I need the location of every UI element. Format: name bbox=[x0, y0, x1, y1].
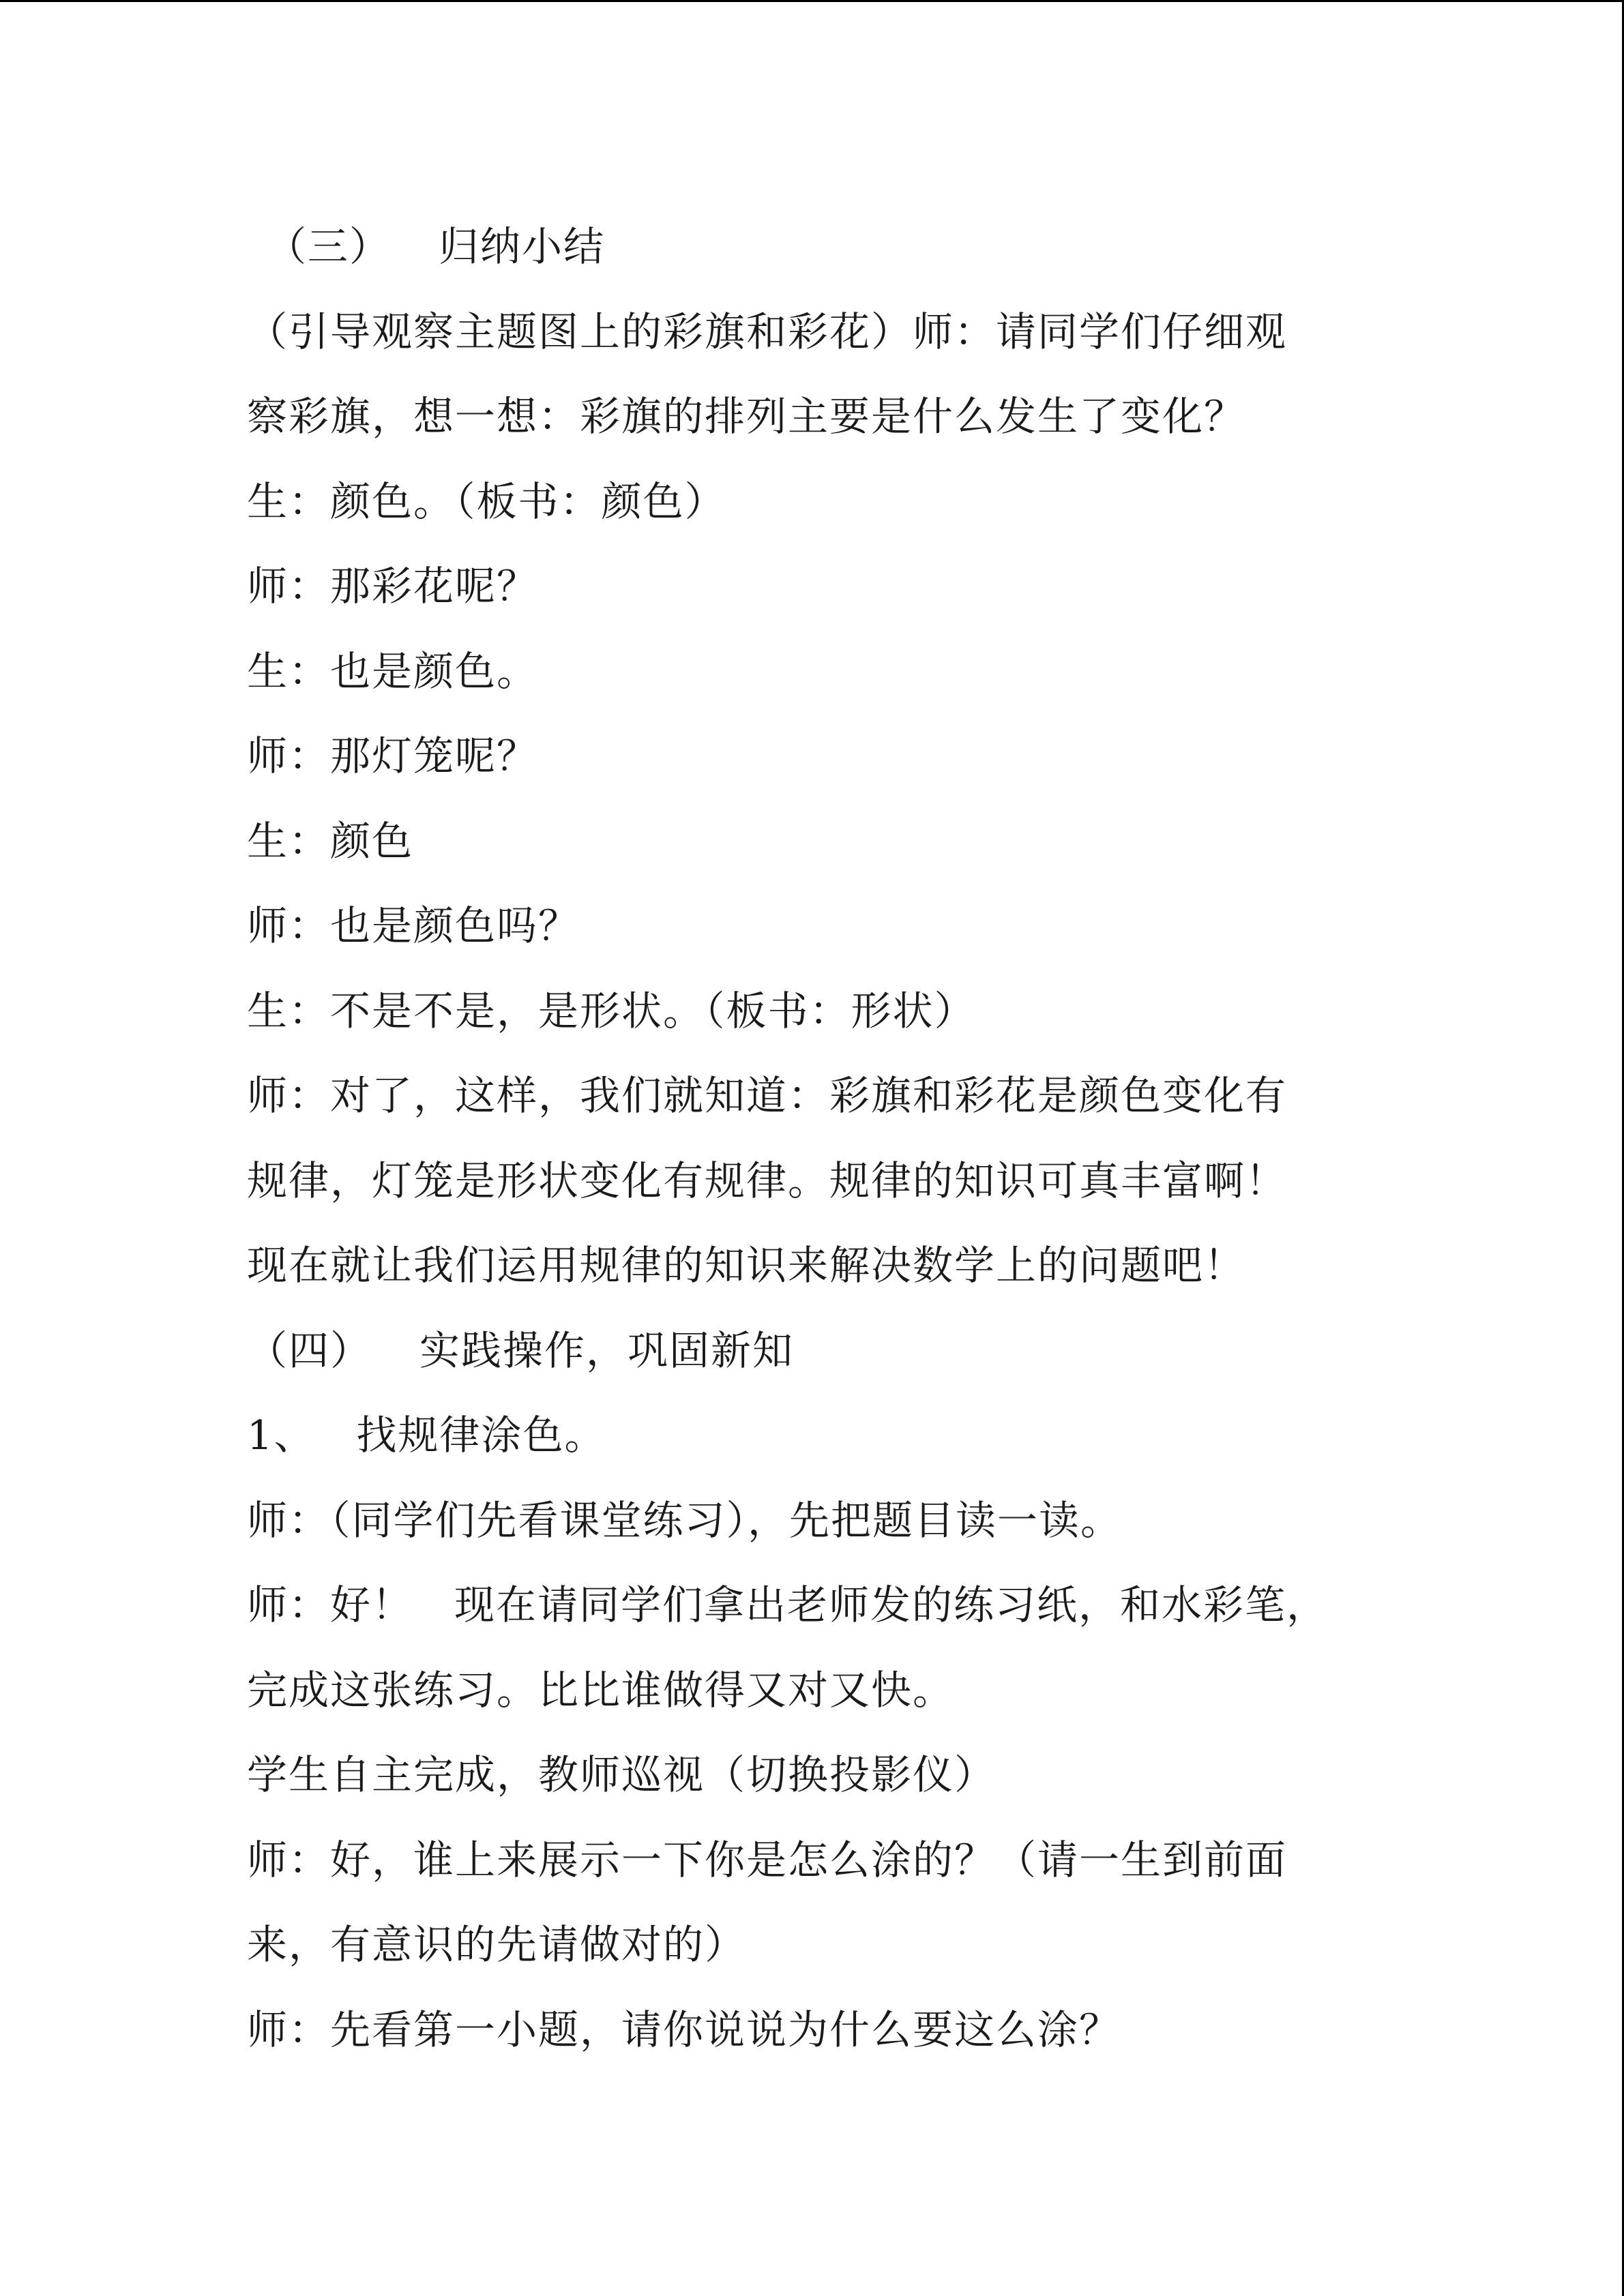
text-line: 察彩旗，想一想：彩旗的排列主要是什么发生了变化？ bbox=[247, 393, 1246, 440]
section-title: 实践操作，巩固新知 bbox=[419, 1326, 795, 1374]
text-line-split bbox=[247, 1563, 1420, 1648]
text-segment: 现在请同学们拿出老师发的练习纸，和水彩笔， bbox=[454, 1581, 1329, 1628]
text-line: 完成这张练习。比比谁做得又对又快。 bbox=[247, 1666, 955, 1714]
text-line: 师：也是颜色吗？ bbox=[247, 902, 580, 949]
text-line: 师：好，谁上来展示一下你是怎么涂的？（请一生到前面 bbox=[247, 1836, 1288, 1883]
section-title: 归纳小结 bbox=[439, 223, 606, 270]
text-line: 现在就让我们运用规律的知识来解决数学上的问题吧！ bbox=[247, 1242, 1246, 1289]
item-number: 1、 bbox=[247, 1412, 316, 1459]
item-text: 找规律涂色。 bbox=[356, 1412, 606, 1459]
text-line: 生：颜色 bbox=[247, 817, 414, 865]
text-line: 生：颜色。（板书：颜色） bbox=[247, 477, 726, 525]
section-heading-4 bbox=[247, 1309, 1420, 1394]
text-line: 师：先看第一小题，请你说说为什么要这么涂？ bbox=[247, 2006, 1121, 2053]
text-line: 生：也是颜色。 bbox=[247, 647, 539, 695]
text-line: 生：不是不是，是形状。（板书：形状） bbox=[247, 987, 976, 1034]
numbered-item bbox=[247, 1393, 1420, 1478]
section-marker: （四） bbox=[247, 1326, 372, 1374]
page-top-border bbox=[0, 0, 1624, 2]
text-line: （引导观察主题图上的彩旗和彩花）师：请同学们仔细观 bbox=[247, 308, 1288, 355]
text-line: 师：那灯笼呢？ bbox=[247, 732, 539, 779]
text-line: 师：（同学们先看课堂练习），先把题目读一读。 bbox=[247, 1496, 1123, 1544]
text-line: 学生自主完成，教师巡视（切换投影仪） bbox=[247, 1751, 996, 1798]
text-line: 来，有意识的先请做对的） bbox=[247, 1921, 747, 1968]
text-line: 师：那彩花呢？ bbox=[247, 563, 539, 610]
text-segment: 师：好！ bbox=[247, 1581, 414, 1628]
section-heading-3 bbox=[247, 205, 1420, 290]
text-line: 规律，灯笼是形状变化有规律。规律的知识可真丰富啊！ bbox=[247, 1157, 1288, 1204]
section-marker: （三） bbox=[266, 223, 392, 270]
text-line: 师：对了，这样，我们就知道：彩旗和彩花是颜色变化有 bbox=[247, 1072, 1288, 1119]
document-body bbox=[247, 205, 1420, 2072]
